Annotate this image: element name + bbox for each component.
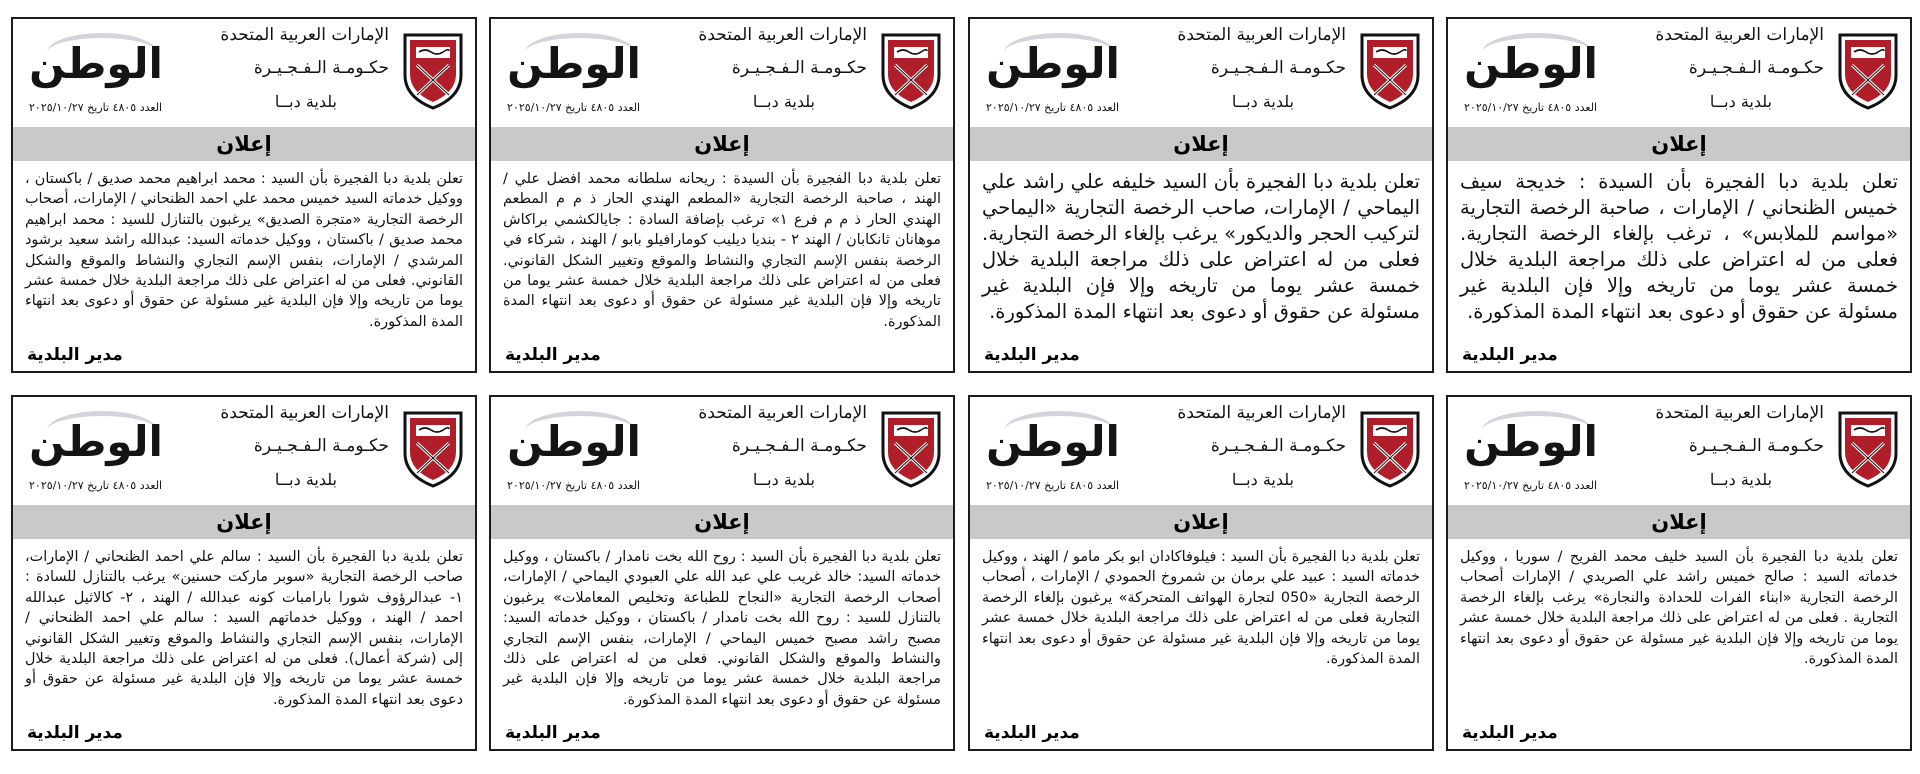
notice-header — [491, 397, 953, 505]
issue-line: العدد ٤٨٠٥ تاريخ ٢٠٢٥/١٠/٢٧ — [986, 101, 1120, 114]
notice-banner: إعلان — [970, 127, 1432, 161]
fujairah-crest-icon — [401, 31, 465, 111]
notice-signature: مدير البلدية — [1462, 345, 1558, 365]
municipality-name: بلدية دبــا — [1709, 92, 1772, 111]
notice-signature: مدير البلدية — [505, 345, 601, 365]
fujairah-crest-icon — [1836, 409, 1900, 489]
alwatan-logo — [986, 409, 1120, 467]
notice-banner: إعلان — [491, 505, 953, 539]
government-block — [1655, 401, 1824, 491]
fujairah-crest-icon — [1358, 31, 1422, 111]
municipality-name: بلدية دبــا — [752, 92, 815, 111]
notice-banner: إعلان — [1448, 127, 1910, 161]
notice-banner: إعلان — [970, 505, 1432, 539]
alwatan-logo — [29, 31, 163, 89]
notice-header — [970, 397, 1432, 505]
country-name: الإمارات العربية المتحدة — [1655, 25, 1824, 45]
alwatan-logo — [1464, 31, 1598, 89]
government-block — [1177, 23, 1346, 113]
notice-banner: إعلان — [1448, 505, 1910, 539]
notice-text: تعلن بلدية دبا الفجيرة بأن السيد خليف محمد الفريح / سوريا ، ووكيل خدماته السيد : صالح خميس راشد علي الصريدي / الإمارات أصحاب الرخصة التجارية «ابناء الفرات للحدادة والنجارة» يرغب بإلغاء الرخصة التجارية . فعلى من له اعتراض على ذلك مراجعة البلدية خلال خمسة عشر يوما من تاريخه وإلا فإن البلدية غير مسئولة عن حقوق أو دعوى بعد انتهاء المدة المذكورة. — [1460, 549, 1898, 668]
newspaper-name: الوطن — [29, 39, 163, 88]
country-name: الإمارات العربية المتحدة — [698, 403, 867, 423]
notice-card-5 — [1446, 395, 1912, 751]
fujairah-crest-icon — [401, 409, 465, 489]
alwatan-logo — [507, 31, 641, 89]
alwatan-logo — [1464, 409, 1598, 467]
notice-card-8 — [11, 395, 477, 751]
country-name: الإمارات العربية المتحدة — [220, 403, 389, 423]
municipality-name: بلدية دبــا — [1231, 470, 1294, 489]
notice-header — [1448, 19, 1910, 127]
government-name: حكـومـة الـفـجـيـرة — [1688, 58, 1824, 78]
fujairah-crest-icon — [1358, 409, 1422, 489]
notice-text: تعلن بلدية دبا الفجيرة بأن السيد : سالم علي احمد الظنحاني / الإمارات، صاحب الرخصة التجارية «سوبر ماركت حسنين» يرغب بالتنازل للسادة : ١- عبدالرؤوف شورا بارامبات كونه عبدالله / الهند ، ٢- كالاثيل عبدالله احمد / الهند ، ووكيل خدماتهم السيد : سالم علي احمد الظنحاني / الإمارات، بنفس الإسم التجاري والنشاط والموقع وتغيير الشكل القانوني إلى (شركة أعمال). فعلى من له اعتراض على ذلك مراجعة البلدية خلال خمسة عشر يوما من تاريخه وإلا فإن البلدية غير مسئولة عن حقوق أو دعوى بعد انتهاء المدة المذكورة. — [25, 549, 463, 708]
issue-line: العدد ٤٨٠٥ تاريخ ٢٠٢٥/١٠/٢٧ — [1464, 101, 1598, 114]
alwatan-logo — [986, 31, 1120, 89]
notice-text: تعلن بلدية دبا الفجيرة بأن السيد : فيلوفاكادان ابو بكر مامو / الهند ، ووكيل خدماته السيد : عبيد علي برمان بن شمروخ الحمودي / الإمارات ، أصحاب الرخصة التجارية «050 لتجارة الهواتف المتحركة» يرغبون بإلغاء الرخصة التجارية فعلى من له اعتراض على ذلك مراجعة البلدية خلال خمسة عشر يوما من تاريخه وإلا فإن البلدية غير مسئولة عن حقوق أو دعوى بعد انتهاء المدة المذكورة. — [982, 549, 1420, 668]
notice-signature: مدير البلدية — [1462, 723, 1558, 743]
government-block — [698, 401, 867, 491]
notice-card-4 — [11, 17, 477, 373]
government-block — [1655, 23, 1824, 113]
notice-text: تعلن بلدية دبا الفجيرة بأن السيد خليفه علي راشد علي اليماحي / الإمارات، صاحب الرخصة التجارية «اليماحي لتركيب الحجر والديكور» يرغب بإلغاء الرخصة التجارية. فعلى من له اعتراض على ذلك مراجعة البلدية خلال خمسة عشر يوما من تاريخه وإلا فإن البلدية غير مسئولة عن حقوق أو دعوى بعد انتهاء المدة المذكورة. — [982, 170, 1420, 323]
notice-banner: إعلان — [13, 127, 475, 161]
notice-card-3 — [489, 17, 955, 373]
notice-card-1 — [1446, 17, 1912, 373]
municipality-name: بلدية دبــا — [1709, 470, 1772, 489]
notice-header — [491, 19, 953, 127]
notice-header — [1448, 397, 1910, 505]
notice-signature: مدير البلدية — [984, 723, 1080, 743]
issue-line: العدد ٤٨٠٥ تاريخ ٢٠٢٥/١٠/٢٧ — [507, 479, 641, 492]
fujairah-crest-icon — [879, 409, 943, 489]
government-name: حكـومـة الـفـجـيـرة — [253, 58, 389, 78]
newspaper-name: الوطن — [1464, 39, 1598, 88]
municipality-name: بلدية دبــا — [752, 470, 815, 489]
newspaper-name: الوطن — [1464, 417, 1598, 466]
government-name: حكـومـة الـفـجـيـرة — [731, 436, 867, 456]
notice-banner: إعلان — [13, 505, 475, 539]
notice-text: تعلن بلدية دبا الفجيرة بأن السيدة : خديجة سيف خميس الظنحاني / الإمارات ، صاحبة الرخصة التجارية «مواسم للملابس» ، ترغب بإلغاء الرخصة التجارية. فعلى من له اعتراض على ذلك مراجعة البلدية خلال خمسة عشر يوما من تاريخه وإلا فإن البلدية غير مسئولة عن حقوق أو دعوى بعد انتهاء المدة المذكورة. — [1460, 170, 1898, 323]
newspaper-name: الوطن — [507, 39, 641, 88]
government-name: حكـومـة الـفـجـيـرة — [1688, 436, 1824, 456]
notice-header — [13, 397, 475, 505]
notice-card-6 — [968, 395, 1434, 751]
government-name: حكـومـة الـفـجـيـرة — [253, 436, 389, 456]
issue-line: العدد ٤٨٠٥ تاريخ ٢٠٢٥/١٠/٢٧ — [1464, 479, 1598, 492]
notice-banner: إعلان — [491, 127, 953, 161]
notice-signature: مدير البلدية — [984, 345, 1080, 365]
government-name: حكـومـة الـفـجـيـرة — [1210, 58, 1346, 78]
country-name: الإمارات العربية المتحدة — [1655, 403, 1824, 423]
notice-signature: مدير البلدية — [505, 723, 601, 743]
government-block — [220, 23, 389, 113]
notice-card-7 — [489, 395, 955, 751]
fujairah-crest-icon — [1836, 31, 1900, 111]
country-name: الإمارات العربية المتحدة — [220, 25, 389, 45]
government-name: حكـومـة الـفـجـيـرة — [1210, 436, 1346, 456]
notice-text: تعلن بلدية دبا الفجيرة بأن السيدة : ريحانه سلطانه محمد افضل علي / الهند ، صاحبة الرخصة التجارية «المطعم الهندي الحار ذ م م المطعم الهندي الحار ذ م م فرع ١» ترغب بإضافة السادة : جايالكشمي براكاش موهانان ثانكابان / الهند ٢ - بنديا ديليب كومارافيلو بابو / الهند ، شركاء في الرخصة بنفس الإسم التجاري والنشاط والموقع وتغيير الشكل القانوني. فعلى من له اعتراض على ذلك مراجعة البلدية خلال خمسة عشر يوما من تاريخه وإلا فإن البلدية غير مسئولة عن حقوق أو دعوى بعد انتهاء المدة المذكورة. — [503, 171, 942, 330]
notice-signature: مدير البلدية — [27, 723, 123, 743]
municipality-name: بلدية دبــا — [274, 470, 337, 489]
notice-card-2 — [968, 17, 1434, 373]
government-name: حكـومـة الـفـجـيـرة — [731, 58, 867, 78]
issue-line: العدد ٤٨٠٥ تاريخ ٢٠٢٥/١٠/٢٧ — [29, 101, 163, 114]
issue-line: العدد ٤٨٠٥ تاريخ ٢٠٢٥/١٠/٢٧ — [507, 101, 641, 114]
municipality-name: بلدية دبــا — [1231, 92, 1294, 111]
newspaper-name: الوطن — [986, 39, 1120, 88]
government-block — [1177, 401, 1346, 491]
alwatan-logo — [507, 409, 641, 467]
newspaper-name: الوطن — [507, 417, 641, 466]
notice-text: تعلن بلدية دبا الفجيرة بأن السيد : روح الله بخت نامدار / باكستان ، ووكيل خدماته السيد: خالد غريب علي عبد الله علي العبودي اليماحي / الإمارات، أصحاب الرخصة التجارية «النجاح للطباعة وتخليص المعاملات» يرغبون بالتنازل للسيد : روح الله بخت نامدار / باكستان ، ووكيل خدماته السيد: مصبح راشد مصبح خميس اليماحي / الإمارات، بنفس الإسم التجاري والنشاط والموقع والشكل القانوني. فعلى من له اعتراض على ذلك مراجعة البلدية خلال خمسة عشر يوما من تاريخه وإلا فإن البلدية غير مسئولة عن حقوق أو دعوى بعد انتهاء المدة المذكورة. — [503, 549, 941, 708]
country-name: الإمارات العربية المتحدة — [1177, 25, 1346, 45]
government-block — [698, 23, 867, 113]
country-name: الإمارات العربية المتحدة — [698, 25, 867, 45]
country-name: الإمارات العربية المتحدة — [1177, 403, 1346, 423]
alwatan-logo — [29, 409, 163, 467]
municipality-name: بلدية دبــا — [274, 92, 337, 111]
issue-line: العدد ٤٨٠٥ تاريخ ٢٠٢٥/١٠/٢٧ — [986, 479, 1120, 492]
notice-signature: مدير البلدية — [27, 345, 123, 365]
newspaper-name: الوطن — [986, 417, 1120, 466]
notice-header — [13, 19, 475, 127]
issue-line: العدد ٤٨٠٥ تاريخ ٢٠٢٥/١٠/٢٧ — [29, 479, 163, 492]
notice-text: تعلن بلدية دبا الفجيرة بأن السيد : محمد ابراهيم محمد صديق / باكستان ، ووكيل خدماته السيد خميس محمد علي احمد الظنحاني / الإمارات، أصحاب الرخصة التجارية «متجرة الصديق» يرغبون بالتنازل للسيد : محمد ابراهيم محمد صديق / باكستان ، ووكيل خدماته السيد: عبدالله راشد سعيد برشود المرشدي / الإمارات، بنفس الإسم التجاري والنشاط والموقع والشكل القانوني. فعلى من له اعتراض على ذلك مراجعة البلدية خلال خمسة عشر يوما من تاريخه وإلا فإن البلدية غير مسئولة عن حقوق أو دعوى بعد انتهاء المدة المذكورة. — [25, 171, 463, 330]
government-block — [220, 401, 389, 491]
newspaper-name: الوطن — [29, 417, 163, 466]
fujairah-crest-icon — [879, 31, 943, 111]
notice-header — [970, 19, 1432, 127]
